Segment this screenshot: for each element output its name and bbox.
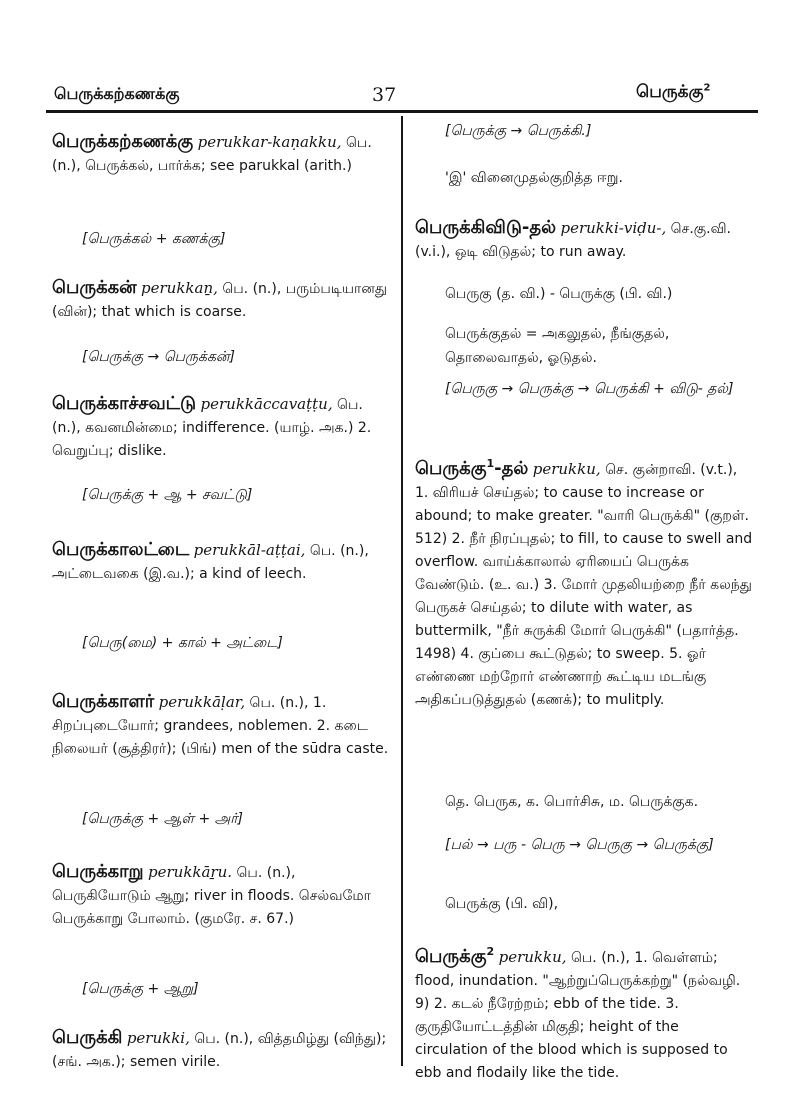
definition: பெ. (n.), அட்டைவகை (இ.வ.); a kind of leech. xyxy=(52,543,369,582)
etymology: [பெருக்கு + ஆ + சவட்டு] xyxy=(82,487,253,503)
transliteration: perukkāl-aṭṭai, xyxy=(193,541,306,559)
definition: செ. குன்றாவி. (v.t.), 1. விரியச் செய்தல்; to cause to increase or abound; to make greater. "வாரி பெருக்கி" (குறள். 512) 2. நீர் நிரப்புதல்; to fill, to cause to swell and overflow. வாய்க்காலால் ஏரியைப் பெருக்க வேண்டும். (உ. வ.) 3. மோர் முதலியற்றை நீர் கலந்து பெருகச் செய்தல்; to dilute with water, as buttermilk, "நீர் சுருக்கி மோர் பெருக்கி" (பதார்த்த. 1498) 4. குப்பை கூட்டுதல்; to sweep. 5. ஓர் எண்ணை மற்றோர் எண்ணாற் கூட்டிய மடங்கு அதிகப்படுத்துதல் (கணக்); to mulitply. xyxy=(415,462,753,708)
definition: பெ. (n.), பரும்படியானது (வின்); that which is coarse. xyxy=(52,281,387,320)
transliteration: perukkāṟu. xyxy=(148,863,233,881)
etymology: [பெரு(மை) + கால் + அட்டை] xyxy=(82,635,283,651)
etymology: [பெருகு → பெருக்கு → பெருக்கி + விடு- தல்] xyxy=(445,381,734,397)
headword-suffix: -தல் xyxy=(494,458,529,479)
header-rule xyxy=(46,110,758,113)
etymology: [பெருக்கல் + கணக்கு] xyxy=(82,231,226,247)
definition: பெ. (n.), 1. சிறப்புடையோர்; grandees, noblemen. 2. கடை நிலையர் (சூத்திரர்); (பிங்) men of the sūdra caste. xyxy=(52,695,389,757)
definition: செ.கு.வி. (v.i.), ஒடி விடுதல்; to run away. xyxy=(415,221,731,260)
headword: பெருக்கற்கணக்கு xyxy=(52,131,194,152)
definition: பெ. (n.), பெருக்கல், பார்க்க; see parukkal (arith.) xyxy=(52,135,372,174)
sub-note: பெருகு (த. வி.) - பெருக்கு (பி. வி.) xyxy=(445,286,673,302)
transliteration: perukkāḷar, xyxy=(158,693,246,711)
transliteration: perukkāccavaṭṭu, xyxy=(200,395,333,413)
entry xyxy=(52,276,392,324)
entry xyxy=(52,690,392,761)
definition: பெ. (n.), பெருகியோடும் ஆறு; river in floods. செல்வமோ பெருக்காறு போலாம். (குமரே. ச. 67.) xyxy=(52,865,371,927)
headword xyxy=(415,458,528,479)
headword: பெருக்காறு xyxy=(52,861,144,882)
definition: பெ. (n.), கவனமின்மை; indifference. (யாழ். அக.) 2. வெறுப்பு; dislike. xyxy=(52,397,372,459)
headword-text: பெருக்கு xyxy=(415,458,487,479)
running-head-right-word: பெருக்கு xyxy=(636,82,704,102)
entry xyxy=(52,860,392,931)
headword xyxy=(415,946,494,967)
entry xyxy=(52,538,392,586)
transliteration: perukkar-kaṇakku, xyxy=(197,133,342,151)
etymology: [பெருக்கு + ஆறு] xyxy=(82,981,199,997)
definition: பெ. (n.), 1. வெள்ளம்; flood, inundation. "ஆற்றுப்பெருக்கற்று" (நல்வழி. 9) 2. கடல் நீரேற்றம்; ebb of the tide. 3. குருதியோட்டத்தின் மிகுதி; height of the circulation of the blood which is supposed to ebb and flodaily like the tide. xyxy=(415,950,741,1081)
homonym-number: 2 xyxy=(486,945,495,958)
running-head-right-sup: 2 xyxy=(703,82,711,94)
entry xyxy=(415,216,755,264)
page-header xyxy=(0,0,800,112)
headword: பெருக்காச்சவட்டு xyxy=(52,393,197,414)
definition: பெ. (n.), வித்தமிழ்து (விந்து); (சங். அக.); semen virile. xyxy=(52,1031,387,1070)
entry xyxy=(52,1026,392,1074)
transliteration: perukku, xyxy=(532,460,601,478)
running-head-left: பெருக்கற்கணக்கு xyxy=(54,84,180,103)
headword: பெருக்கி xyxy=(52,1027,123,1048)
transliteration: perukkaṉ, xyxy=(141,279,218,297)
running-head-right xyxy=(636,82,711,104)
headword: பெருக்காளர் xyxy=(52,691,155,712)
headword: பெருக்கிவிடு-தல் xyxy=(415,217,557,238)
headword: பெருக்கன் xyxy=(52,277,137,298)
entry xyxy=(415,940,755,1085)
headword: பெருக்காலட்டை xyxy=(52,539,190,560)
sub-note: பெருக்குதல் = அகலுதல், நீங்குதல், தொலைவாதல், ஓடுதல். xyxy=(445,326,670,366)
sub-note: பெருக்கு (பி. வி), xyxy=(445,896,559,912)
entry xyxy=(415,452,755,712)
transliteration: perukku, xyxy=(498,948,567,966)
etymology: [பல் → பரு - பெரு → பெருகு → பெருக்கு] xyxy=(445,837,714,853)
entry xyxy=(52,392,392,463)
column-divider xyxy=(401,116,403,1066)
cognates: தெ. பெருக, க. பொர்சிசு, ம. பெருக்குக. xyxy=(445,794,699,810)
etymology: [பெருக்கு → பெருக்கன்] xyxy=(82,349,235,365)
transliteration: perukki, xyxy=(126,1029,190,1047)
etymology: [பெருக்கு + ஆள் + அர்] xyxy=(82,811,243,827)
note: 'இ' வினைமுதல்குறித்த ஈறு. xyxy=(445,170,623,186)
entry xyxy=(52,130,392,178)
page-number: 37 xyxy=(372,84,397,106)
headword-text: பெருக்கு xyxy=(415,946,487,967)
homonym-number: 1 xyxy=(486,457,495,470)
etymology: [பெருக்கு → பெருக்கி.] xyxy=(445,123,592,139)
transliteration: perukki-viḍu-, xyxy=(560,219,667,237)
